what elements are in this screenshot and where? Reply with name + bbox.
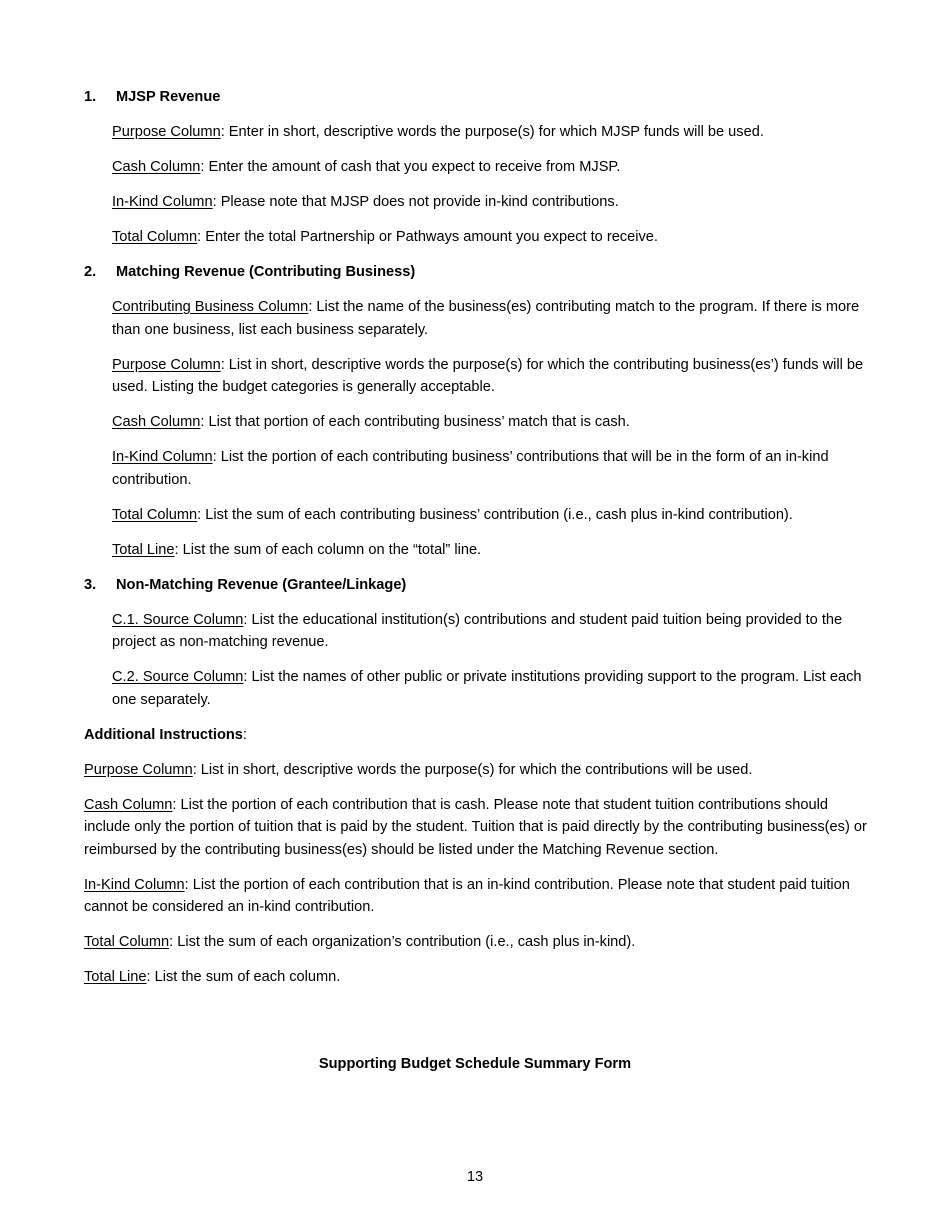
instruction-item [84, 874, 870, 919]
instruction-term: Total Column [112, 229, 198, 245]
section-heading-non-matching-revenue [84, 574, 870, 597]
instruction-item [112, 446, 870, 491]
instruction-item [112, 121, 870, 144]
instruction-text: : List that portion of each contributing business’ match that is cash. [200, 414, 630, 430]
instruction-term: C.1. Source Column [112, 611, 244, 628]
instruction-term: Total Line [84, 969, 147, 985]
additional-heading-colon: : [242, 726, 247, 743]
instruction-text: : List the names of other public or private institutions providing support to the program. List each one separately. [112, 669, 862, 708]
instruction-item [112, 156, 870, 179]
instruction-term: Cash Column [84, 796, 173, 813]
instruction-term: Total Column [112, 506, 198, 523]
instruction-text: : Enter the total Partnership or Pathways amount you expect to receive. [197, 229, 658, 245]
instruction-text: : List the sum of each organization’s contribution (i.e., cash plus in-kind). [169, 934, 636, 950]
instruction-item [112, 609, 870, 654]
form-title: Supporting Budget Schedule Summary Form [318, 1056, 632, 1072]
instruction-text: : List the portion of each contribution that is an in-kind contribution. Please note that student paid tuition cannot be considered an in-kind contribution. [84, 876, 850, 915]
instruction-term: C.2. Source Column [112, 669, 244, 685]
instruction-item [112, 226, 870, 249]
instruction-item [84, 931, 870, 954]
instruction-text: : List the sum of each contributing business’ contribution (i.e., cash plus in-kind contribution). [197, 506, 793, 523]
instruction-text: : List the sum of each column. [146, 969, 341, 985]
instruction-term: Purpose Column [84, 761, 193, 778]
instruction-item [112, 191, 870, 214]
section-title: Matching Revenue (Contributing Business) [116, 264, 416, 280]
instruction-item [84, 966, 870, 989]
section-heading-matching-revenue [84, 261, 870, 284]
instructions-body [84, 86, 870, 1001]
instruction-term: Purpose Column [112, 356, 221, 373]
instruction-text: : List the name of the business(es) contributing match to the program. If there is more than one business, list each business separately. [112, 299, 860, 338]
instruction-item [112, 411, 870, 434]
page-number: 13 [466, 1169, 484, 1185]
section-number: 3. [84, 576, 97, 593]
instruction-item [112, 296, 870, 341]
instruction-text: : Please note that MJSP does not provide in-kind contributions. [212, 194, 619, 210]
instruction-term: Cash Column [112, 159, 201, 175]
instruction-item [84, 794, 870, 862]
section-title: MJSP Revenue [116, 89, 221, 105]
instruction-term: Total Column [84, 934, 170, 950]
instruction-term: Purpose Column [112, 124, 221, 140]
instruction-term: In-Kind Column [84, 876, 185, 893]
instruction-text: : List in short, descriptive words the purpose(s) for which the contributions will be used. [192, 761, 753, 778]
instruction-item [112, 666, 870, 711]
instruction-term: In-Kind Column [112, 449, 213, 465]
instruction-term: Total Line [112, 541, 175, 558]
section-number: 1. [84, 89, 97, 105]
instruction-term: Cash Column [112, 414, 201, 430]
additional-instructions-heading [84, 724, 870, 747]
instruction-term: In-Kind Column [112, 194, 213, 210]
instruction-text: : Enter the amount of cash that you expect to receive from MJSP. [200, 159, 621, 175]
instruction-text: : List the portion of each contributing business’ contributions that will be in the form of an in-kind contribution. [112, 449, 829, 488]
section-number: 2. [84, 264, 97, 280]
section-title: Non-Matching Revenue (Grantee/Linkage) [116, 576, 407, 593]
instruction-text: : List in short, descriptive words the purpose(s) for which the contributing business(es’) funds will be used. Listing the budget categories is generally acceptable. [112, 356, 864, 395]
instruction-text: : List the portion of each contribution that is cash. Please note that student tuition contributions should include only the portion of tuition that is paid by the student. Tuition that is paid directly by the contributing business(es) or reimbursed by the contributing business(es) should be listed under the Matching Revenue section. [84, 796, 867, 858]
instruction-item [112, 539, 870, 562]
instruction-item [84, 759, 870, 782]
instruction-item [112, 504, 870, 527]
additional-heading-text: Additional Instructions [84, 726, 243, 743]
instruction-item [112, 354, 870, 399]
instruction-text: : List the educational institution(s) contributions and student paid tuition being provided to the project as non-matching revenue. [112, 611, 843, 650]
instruction-text: : Enter in short, descriptive words the purpose(s) for which MJSP funds will be used. [220, 124, 764, 140]
section-heading-mjsp-revenue [84, 86, 870, 109]
instruction-term: Contributing Business Column [112, 299, 309, 315]
instruction-text: : List the sum of each column on the “total” line. [174, 541, 482, 558]
